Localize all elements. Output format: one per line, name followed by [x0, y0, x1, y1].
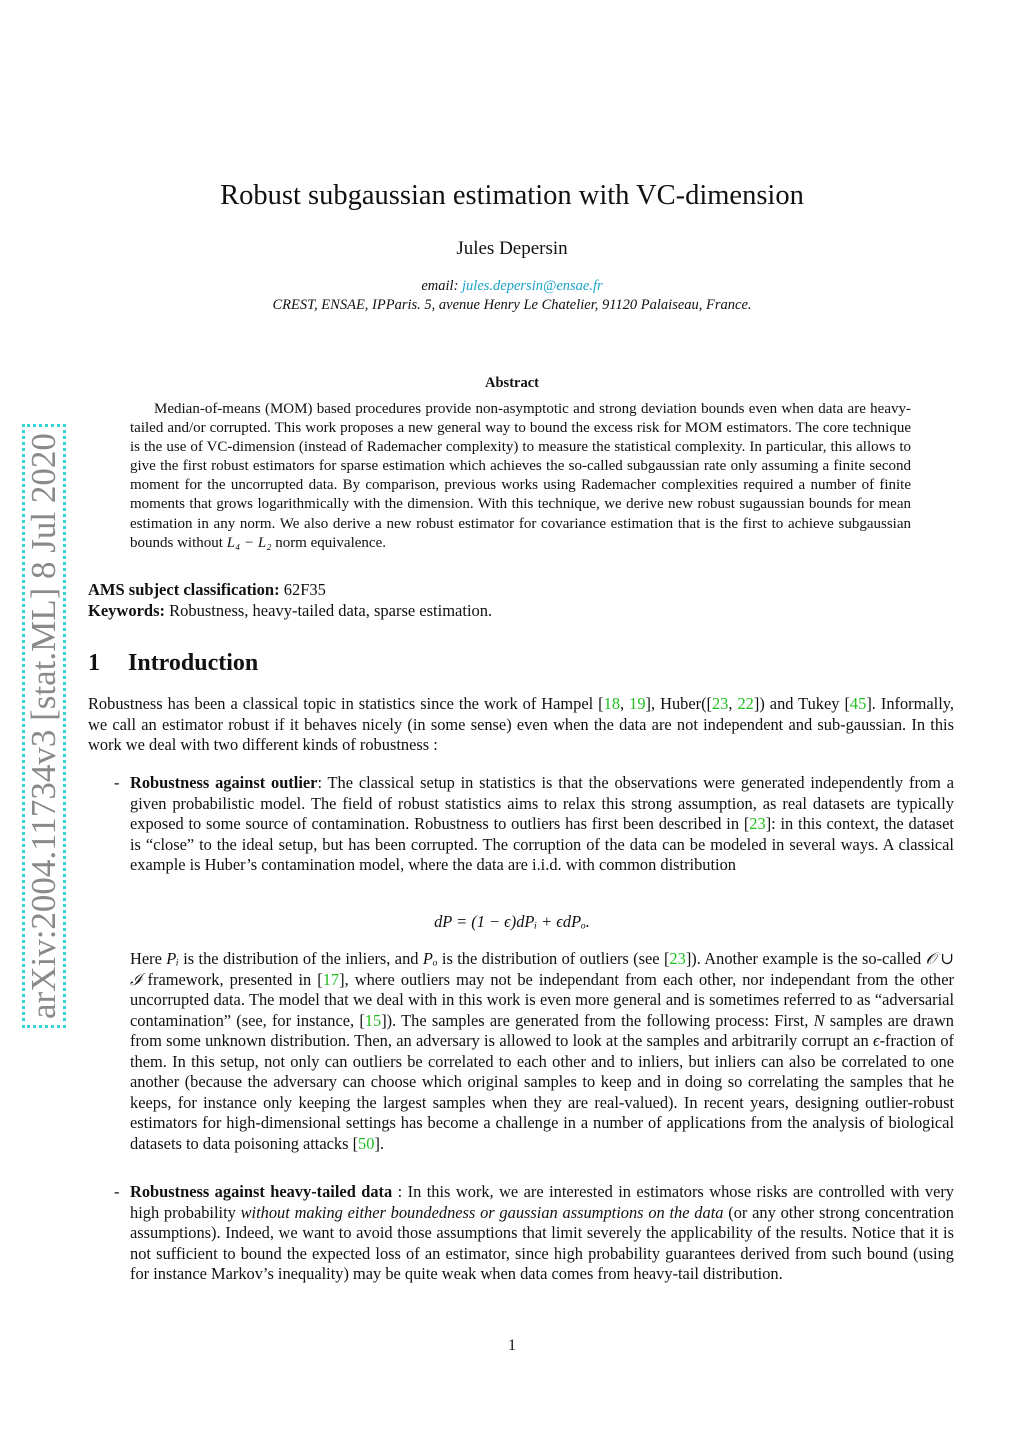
arxiv-stamp: arXiv:2004.11734v3 [stat.ML] 8 Jul 2020: [22, 424, 66, 1028]
email-link[interactable]: jules.depersin@ensae.fr: [462, 278, 603, 294]
citation-link[interactable]: 50: [358, 1133, 375, 1153]
text-run: framework, presented in [: [141, 969, 323, 989]
email-line: [0, 278, 1024, 295]
math: 𝒪 ∪ ℐ: [130, 949, 955, 989]
affiliation: CREST, ENSAE, IPParis. 5, avenue Henry Le Chatelier, 91120 Palaiseau, France.: [272, 297, 752, 313]
math: L₄ − L₂: [226, 534, 272, 551]
citation-link[interactable]: 45: [849, 694, 867, 713]
text-run: ].: [374, 1133, 384, 1153]
emphasis: without making either boundedness or gaussian assumptions on the data: [240, 1202, 724, 1222]
ams-label: AMS subject classification:: [88, 580, 280, 599]
text-run: ], where outliers may not be independant from each other, nor independant from the other uncorrupted data. The model that we deal with in this work is even more general and is sometimes referred to as “adversarial contamination” (see, for instance, [: [130, 969, 954, 1030]
keywords-value: Robustness, heavy-tailed data, sparse estimation.: [165, 601, 493, 620]
text-run: Here: [130, 949, 167, 968]
text-run: ]. Informally, we call an estimator robust if it behaves nicely (in some sense) even when the data are not independent and sub-gaussian. In this work we deal with two different kinds of robustness :: [88, 694, 954, 754]
text-run: ]). Another example is the so-called: [685, 949, 926, 968]
keywords: [88, 601, 492, 621]
text-run: is the distribution of outliers (see [: [437, 949, 670, 968]
text-run: norm equivalence.: [271, 534, 386, 551]
citation-link[interactable]: 23: [669, 949, 686, 968]
text-run: Median-of-means (MOM) based procedures provide non-asymptotic and strong deviation bounds even when data are heavy-tailed and/or corrupted. This work proposes a new general way to bound the excess risk for MOM estimators. The core technique is the use of VC-dimension (instead of Rademacher complexity) to measure the statistical complexity. In particular, this allows to give the first robust estimators for sparse estimation which achieves the so-called subgaussian rate only assuming a finite second moment for the uncorrupted data. By comparison, previous works using Rademacher complexities required a number of finite moments that grows logarithmically with the dimension. With this technique, we derive new robust sugaussian bounds for mean estimation in any norm. We also derive a new robust estimator for covariance estimation that is the first to achieve subgaussian bounds without: [130, 401, 911, 551]
math: Pₒ: [422, 949, 438, 968]
text-run: ], Huber([: [645, 694, 712, 713]
list-item-text: [130, 1182, 954, 1283]
text-run: ]). The samples are generated from the following process: First,: [381, 1010, 814, 1030]
list-item-outlier: [114, 773, 955, 876]
citation-link[interactable]: 22: [737, 694, 754, 713]
abstract-text: [130, 400, 911, 553]
citation-link[interactable]: 19: [629, 694, 646, 713]
keywords-label: Keywords:: [88, 601, 165, 620]
abstract-heading: Abstract: [485, 375, 539, 391]
bold-term: Robustness against heavy-tailed data: [130, 1182, 393, 1201]
citation-link[interactable]: 15: [364, 1010, 382, 1030]
bullet: -: [114, 773, 120, 792]
list-item-text: [130, 773, 954, 874]
author-name: Jules Depersin: [456, 238, 568, 259]
citation-link[interactable]: 23: [711, 694, 729, 713]
paper-title: Robust subgaussian estimation with VC-dimension: [220, 180, 804, 211]
text-run: ]) and Tukey [: [753, 694, 850, 713]
section-heading: [88, 650, 258, 677]
text-run: : The classical setup in statistics is that the observations were generated independently from a given probabilistic model. The field of robust statistics aims to relax this strong assumption, as real datasets are typically exposed to some source of contamination. Robustness to outliers has first been described in [: [130, 773, 955, 833]
list-item-outlier-continued: [130, 949, 954, 1154]
text-run: (or any other strong concentration assumptions). Indeed, we want to avoid those assumptions that limit severely the applicability of the results. Notice that it is not sufficient to bound the expected loss of an estimator, since high probability guarantees derived from such bound (using for instance Markov’s inequality) may be quite weak when data comes from heavy-tail distribution.: [130, 1202, 954, 1283]
bullet: -: [114, 1182, 120, 1201]
page-number: 1: [508, 1337, 516, 1354]
list-item-heavy-tailed: [114, 1182, 954, 1285]
ams-value: 62F35: [279, 580, 326, 599]
text-run: ]: in this context, the dataset is “close” to the ideal setup, but has been corrupted. The corruption of the data can be modeled in several ways. A classical example is Huber’s contamination model, where the data are i.i.d. with common distribution: [130, 814, 954, 874]
text-run: Robustness has been a classical topic in statistics since the work of Hampel [: [88, 694, 604, 713]
intro-paragraph: [88, 694, 954, 756]
equation: dP = (1 − ϵ)dPᵢ + ϵdPₒ.: [434, 912, 590, 931]
text-run: -fraction of them. In this setup, not only can outliers be correlated to each other and to inliers, but inliers can also be correlated to one another (because the adversary can choose which original samples to keep and in doing so correlating the samples that he keeps, for instance only keeping the largest samples when they are real-valued). In recent years, designing outlier-robust estimators for high-dimensional settings has become a challenge in a number of applications from the analysis of biological datasets to data poisoning attacks [: [130, 1031, 954, 1153]
section-title: Introduction: [128, 650, 259, 676]
text-run: ,: [728, 694, 738, 713]
citation-link[interactable]: 17: [322, 969, 340, 989]
ams-classification: [88, 580, 326, 600]
text-run: samples are drawn from some unknown distribution. Then, an adversary is allowed to look at the samples and arbitrarily corrupt an: [130, 1010, 954, 1050]
section-number: 1: [88, 650, 100, 676]
text-run: ,: [620, 694, 630, 713]
citation-link[interactable]: 23: [749, 814, 766, 833]
math: N: [813, 1010, 825, 1030]
text-run: is the distribution of the inliers, and: [178, 949, 423, 968]
email-label: email:: [421, 278, 459, 294]
text-run: : In this work, we are interested in estimators whose risks are controlled with very high probability: [130, 1182, 954, 1222]
math: ϵ: [872, 1031, 880, 1050]
bold-term: Robustness against outlier: [130, 773, 318, 792]
citation-link[interactable]: 18: [603, 694, 621, 713]
math: Pᵢ: [166, 949, 179, 968]
